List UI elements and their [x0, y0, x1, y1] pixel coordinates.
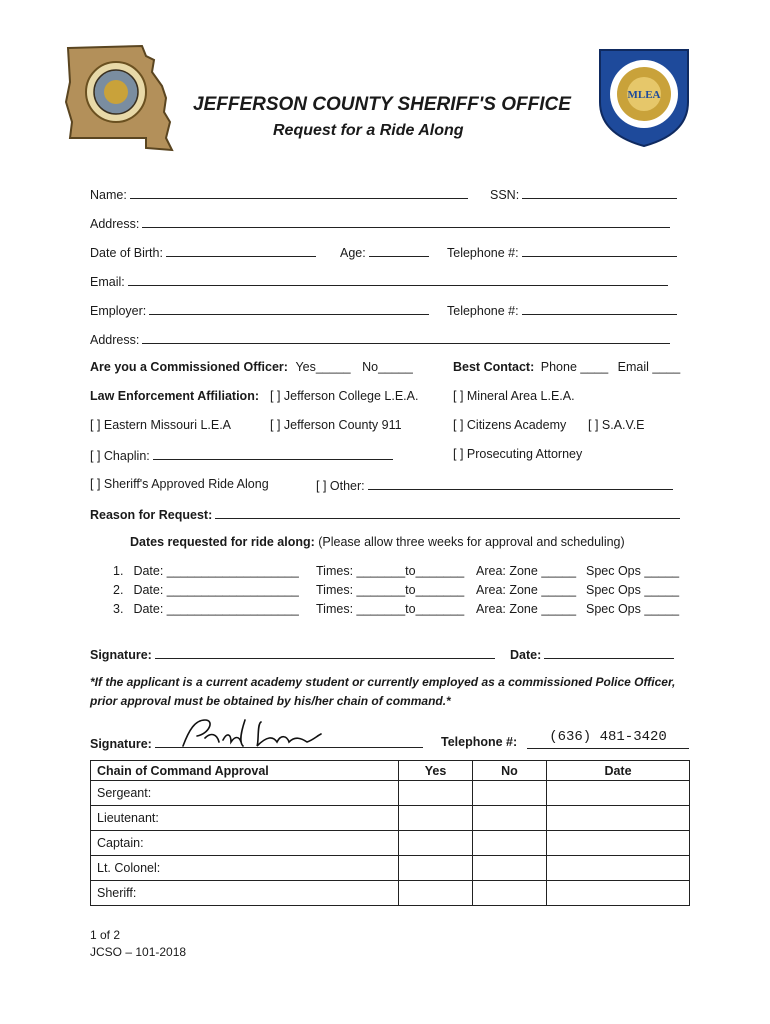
- no-header: No: [473, 761, 547, 781]
- table-row: [91, 781, 690, 806]
- command-telephone-field[interactable]: (636) 481-3420: [527, 729, 689, 749]
- dob-field[interactable]: Date of Birth:: [90, 244, 316, 260]
- jefferson-911-checkbox[interactable]: [ ] Jefferson County 911: [270, 418, 402, 432]
- contact-phone-option[interactable]: Phone ____: [540, 360, 609, 374]
- yes-cell[interactable]: [399, 831, 473, 856]
- signature-date-field[interactable]: Date:: [510, 646, 674, 662]
- command-signature-field[interactable]: Signature:: [90, 735, 423, 751]
- no-cell[interactable]: [473, 856, 547, 881]
- command-telephone-label: Telephone #:: [441, 735, 518, 749]
- handwritten-signature: [175, 712, 325, 754]
- name-field[interactable]: Name:: [90, 186, 468, 202]
- chain-of-command-table: [90, 760, 690, 906]
- sheriff-approved-checkbox[interactable]: [ ] Sheriff's Approved Ride Along: [90, 477, 269, 491]
- spec-ops-field[interactable]: Spec Ops _____: [586, 583, 680, 597]
- employer-address-field[interactable]: Address:: [90, 331, 670, 347]
- prosecuting-attorney-checkbox[interactable]: [ ] Prosecuting Attorney: [453, 447, 583, 461]
- table-row: [91, 881, 690, 906]
- rank-sheriff: Sheriff:: [91, 881, 399, 906]
- date-row[interactable]: 1. Date: ___________________: [113, 564, 299, 578]
- rank-captain: Captain:: [91, 831, 399, 856]
- rank-lt-colonel: Lt. Colonel:: [91, 856, 399, 881]
- rank-lieutenant: Lieutenant:: [91, 806, 399, 831]
- citizens-academy-checkbox[interactable]: [ ] Citizens Academy: [453, 418, 567, 432]
- save-checkbox[interactable]: [ ] S.A.V.E: [588, 418, 645, 432]
- spec-ops-field[interactable]: Spec Ops _____: [586, 602, 680, 616]
- telephone-field[interactable]: Telephone #:: [447, 244, 677, 260]
- jefferson-college-checkbox[interactable]: [ ] Jefferson College L.E.A.: [270, 389, 419, 403]
- zone-field[interactable]: Area: Zone _____: [476, 602, 577, 616]
- no-cell[interactable]: [473, 806, 547, 831]
- affiliation-label: Law Enforcement Affiliation:: [90, 389, 259, 403]
- dates-heading: Dates requested for ride along: (Please allow three weeks for approval and scheduling): [130, 535, 625, 549]
- officer-yes-option[interactable]: Yes_____: [295, 360, 351, 374]
- best-contact: Best Contact: Phone ____ Email ____: [453, 360, 681, 374]
- employer-telephone-field[interactable]: Telephone #:: [447, 302, 677, 318]
- table-header-row: [91, 761, 690, 781]
- yes-header: Yes: [399, 761, 473, 781]
- applicant-signature-field[interactable]: Signature:: [90, 646, 495, 662]
- date-header: Date: [547, 761, 690, 781]
- yes-cell[interactable]: [399, 881, 473, 906]
- page-title: JEFFERSON COUNTY SHERIFF'S OFFICE: [193, 94, 571, 115]
- table-row: [91, 856, 690, 881]
- accreditation-seal-logo: [596, 42, 692, 148]
- table-row: [91, 806, 690, 831]
- date-cell[interactable]: [547, 881, 690, 906]
- commissioned-officer-question: Are you a Commissioned Officer: Yes_____ No_____: [90, 360, 413, 374]
- yes-cell[interactable]: [399, 781, 473, 806]
- eastern-missouri-checkbox[interactable]: [ ] Eastern Missouri L.E.A: [90, 418, 232, 432]
- employer-field[interactable]: Employer:: [90, 302, 429, 318]
- missouri-seal-logo: [62, 42, 178, 156]
- ssn-field[interactable]: SSN:: [490, 186, 677, 202]
- page-subtitle: Request for a Ride Along: [273, 122, 464, 139]
- no-cell[interactable]: [473, 881, 547, 906]
- contact-email-option[interactable]: Email ____: [617, 360, 681, 374]
- svg-text:MLEA: MLEA: [627, 89, 661, 101]
- page-number: 1 of 2: [90, 928, 121, 942]
- times-field[interactable]: Times: _______to_______: [316, 564, 465, 578]
- date-cell[interactable]: [547, 806, 690, 831]
- table-row: [91, 831, 690, 856]
- date-row[interactable]: 2. Date: ___________________: [113, 583, 299, 597]
- approval-notice-cont: prior approval must be obtained by his/her chain of command.*: [90, 694, 451, 708]
- approval-notice: *If the applicant is a current academy student or currently employed as a commissioned Police Officer,: [90, 675, 676, 689]
- chaplin-field[interactable]: [ ] Chaplin:: [90, 447, 393, 463]
- date-cell[interactable]: [547, 781, 690, 806]
- other-field[interactable]: [ ] Other:: [316, 477, 673, 493]
- times-field[interactable]: Times: _______to_______: [316, 602, 465, 616]
- date-cell[interactable]: [547, 856, 690, 881]
- date-cell[interactable]: [547, 831, 690, 856]
- email-field[interactable]: Email:: [90, 273, 668, 289]
- no-cell[interactable]: [473, 831, 547, 856]
- address-field[interactable]: Address:: [90, 215, 670, 231]
- form-code: JCSO – 101-2018: [90, 945, 187, 959]
- chain-header: Chain of Command Approval: [91, 761, 399, 781]
- yes-cell[interactable]: [399, 806, 473, 831]
- date-row[interactable]: 3. Date: ___________________: [113, 602, 299, 616]
- yes-cell[interactable]: [399, 856, 473, 881]
- officer-no-option[interactable]: No_____: [362, 360, 413, 374]
- zone-field[interactable]: Area: Zone _____: [476, 583, 577, 597]
- zone-field[interactable]: Area: Zone _____: [476, 564, 577, 578]
- mineral-area-checkbox[interactable]: [ ] Mineral Area L.E.A.: [453, 389, 575, 403]
- no-cell[interactable]: [473, 781, 547, 806]
- times-field[interactable]: Times: _______to_______: [316, 583, 465, 597]
- reason-field[interactable]: Reason for Request:: [90, 506, 680, 522]
- age-field[interactable]: Age:: [340, 244, 429, 260]
- spec-ops-field[interactable]: Spec Ops _____: [586, 564, 680, 578]
- rank-sergeant: Sergeant:: [91, 781, 399, 806]
